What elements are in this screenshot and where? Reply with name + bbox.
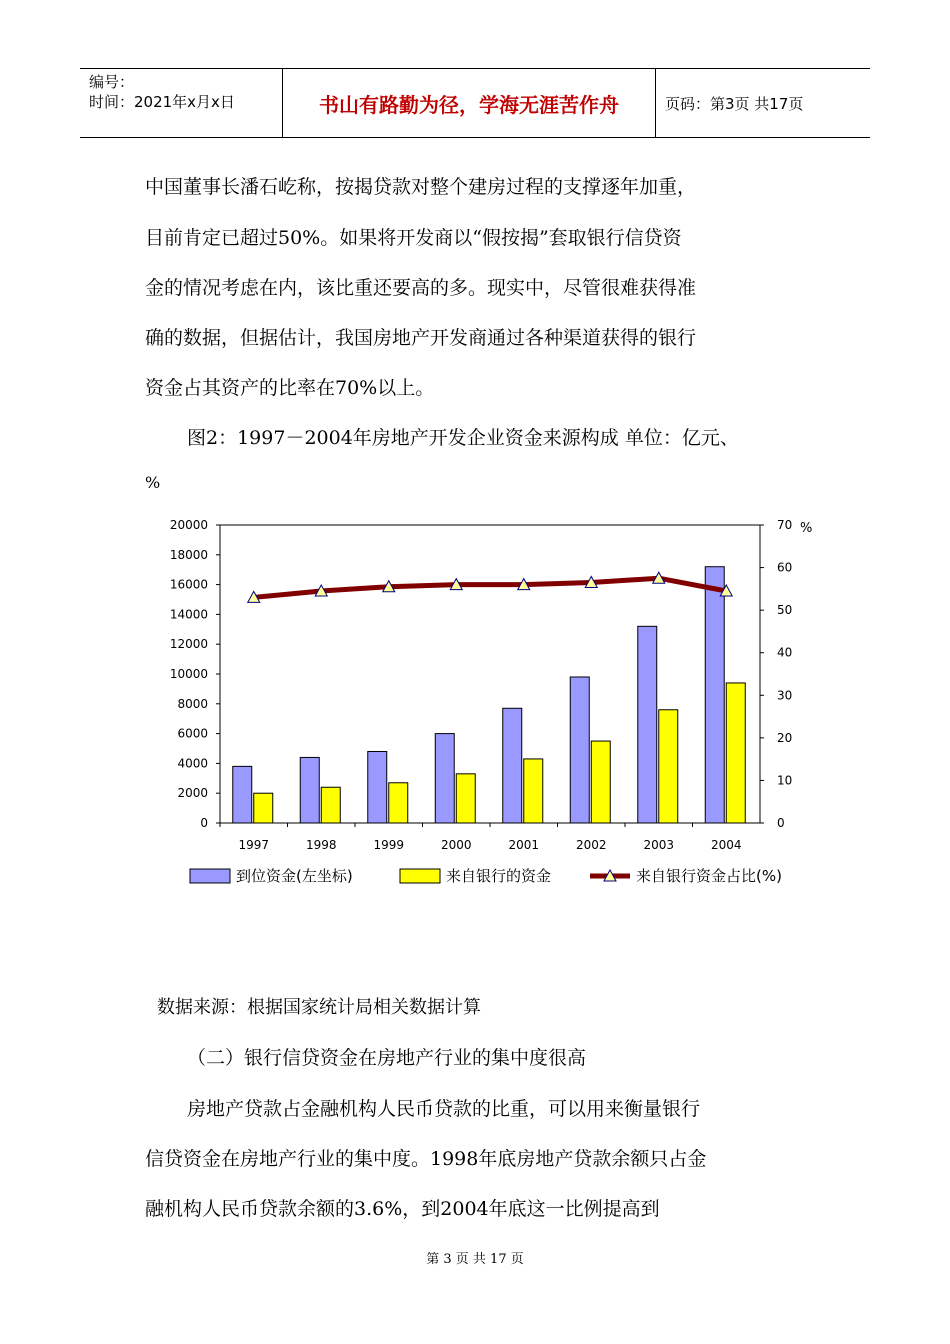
- legend-label: 来自银行的资金: [446, 867, 552, 885]
- right-tick-label: 0: [777, 816, 785, 830]
- body-line: 确的数据，但据估计，我国房地产开发商通过各种渠道获得的银行: [145, 327, 697, 349]
- page-footer: 第 3 页 共 17 页: [426, 1252, 524, 1267]
- x-tick-label: 2002: [575, 838, 607, 852]
- right-tick-label: 10: [777, 773, 793, 788]
- bar-total-funds: [705, 567, 724, 823]
- left-tick-label: 14000: [169, 607, 208, 622]
- bar-total-funds: [570, 677, 589, 823]
- right-tick-label: 40: [777, 645, 793, 660]
- bar-total-funds: [638, 626, 657, 823]
- x-tick-label: 2001: [508, 838, 540, 852]
- legend-swatch: [400, 869, 440, 883]
- left-tick-label: 6000: [177, 726, 208, 741]
- body-line: 房地产贷款占金融机构人民币贷款的比重，可以用来衡量银行: [187, 1098, 701, 1120]
- bar-total-funds: [503, 708, 522, 823]
- bar-bank-funds: [456, 774, 475, 823]
- x-tick-label: 1997: [238, 838, 270, 852]
- chart-legend: [190, 867, 782, 885]
- right-tick-label: 70: [777, 518, 793, 532]
- funding-sources-chart: [150, 508, 830, 908]
- x-tick-label: 2000: [440, 838, 472, 852]
- left-tick-label: 10000: [169, 667, 208, 681]
- body-line: 信贷资金在房地产行业的集中度。1998年底房地产贷款余额只占金: [145, 1148, 707, 1170]
- header-meta: [80, 69, 283, 137]
- bar-total-funds: [300, 757, 319, 823]
- figure-caption-unit: %: [145, 473, 161, 492]
- header-page-info: 页码：第3页 共17页: [665, 94, 804, 113]
- doc-code-label: 编号：: [89, 73, 135, 91]
- left-tick-label: 16000: [169, 577, 208, 592]
- x-tick-label: 2004: [710, 838, 742, 852]
- bar-bank-funds: [659, 710, 678, 823]
- bar-bank-funds: [389, 783, 408, 823]
- right-tick-label: 60: [777, 560, 793, 575]
- right-tick-label: 50: [777, 603, 793, 618]
- source-note: 数据来源：根据国家统计局相关数据计算: [157, 997, 481, 1018]
- body-line: 目前肯定已超过50%。如果将开发商以“假按揭”套取银行信贷资: [145, 227, 682, 249]
- left-tick-label: 12000: [169, 637, 208, 652]
- bar-bank-funds: [591, 741, 610, 823]
- body-line: 资金占其资产的比率在70%以上。: [145, 377, 435, 399]
- left-tick-label: 2000: [177, 786, 208, 801]
- x-tick-label: 1999: [373, 838, 405, 852]
- bar-bank-funds: [524, 759, 543, 823]
- header-motto: 书山有路勤为径，学海无涯苦作舟: [283, 69, 656, 137]
- bar-bank-funds: [726, 683, 745, 823]
- right-tick-label: 30: [777, 688, 793, 703]
- page-header: [80, 68, 870, 138]
- bar-total-funds: [233, 766, 252, 823]
- left-tick-label: 20000: [169, 518, 208, 532]
- body-line: 金的情况考虑在内，该比重还要高的多。现实中，尽管很难获得准: [145, 277, 697, 299]
- bar-total-funds: [435, 734, 454, 823]
- x-tick-label: 2003: [643, 838, 675, 852]
- bar-bank-funds: [321, 787, 340, 823]
- legend-swatch: [190, 869, 230, 883]
- left-tick-label: 0: [200, 816, 208, 830]
- x-tick-label: 1998: [305, 838, 337, 852]
- bar-bank-funds: [254, 793, 273, 823]
- body-line: 中国董事长潘石屹称，按揭贷款对整个建房过程的支撑逐年加重，: [145, 176, 697, 198]
- body-line: 融机构人民币贷款余额的3.6%，到2004年底这一比例提高到: [145, 1198, 660, 1220]
- right-axis-unit: %: [800, 521, 813, 536]
- figure-caption: 图2：1997－2004年房地产开发企业资金来源构成 单位：亿元、: [187, 427, 739, 449]
- bar-total-funds: [368, 751, 387, 823]
- section-heading: （二）银行信贷资金在房地产行业的集中度很高: [187, 1047, 587, 1069]
- legend-label: 到位资金(左坐标): [236, 867, 353, 885]
- left-tick-label: 8000: [177, 696, 208, 711]
- left-tick-label: 4000: [177, 756, 208, 771]
- left-tick-label: 18000: [169, 547, 208, 562]
- right-tick-label: 20: [777, 730, 793, 745]
- legend-label: 来自银行资金占比(%): [636, 867, 782, 885]
- doc-date: 时间：2021年x月x日: [89, 93, 235, 111]
